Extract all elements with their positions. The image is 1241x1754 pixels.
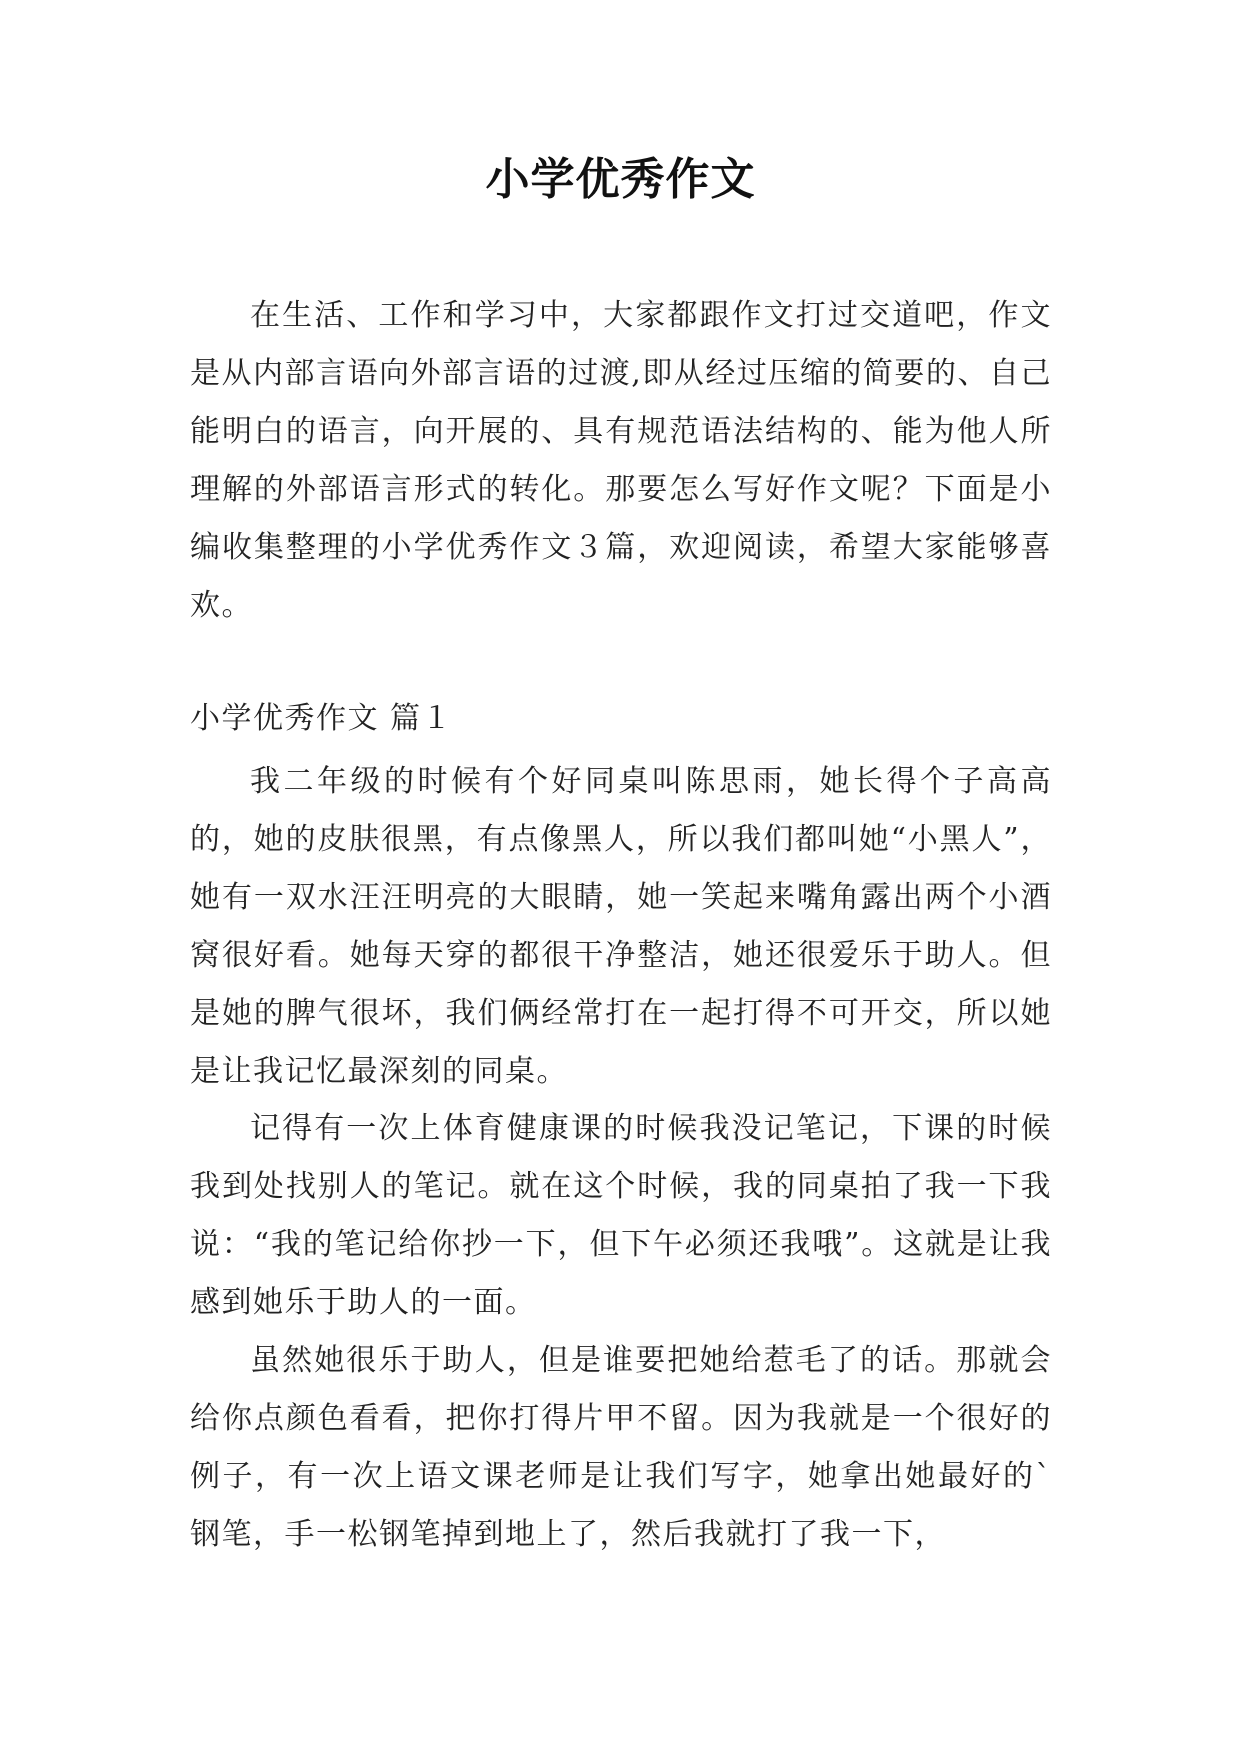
essay-paragraph: 记得有一次上体育健康课的时候我没记笔记，下课的时候我到处找别人的笔记。就在这个时候，我的同桌拍了我一下我说：“我的笔记给你抄一下，但下午必须还我哦”。这就是让我感到她乐于助人的一面。 — [190, 1111, 1052, 1320]
essay-paragraph: 我二年级的时候有个好同桌叫陈思雨，她长得个子高高的，她的皮肤很黑，有点像黑人，所以我们都叫她“小黑人”，她有一双水汪汪明亮的大眼睛，她一笑起来嘴角露出两个小酒窝很好看。她每天穿的都很干净整洁，她还很爱乐于助人。但是她的脾气很坏，我们俩经常打在一起打得不可开交，所以她是让我记忆最深刻的同桌。 — [190, 764, 1052, 1089]
section-heading: 小学优秀作文 篇１ — [190, 701, 454, 736]
essay-paragraph: 虽然她很乐于助人，但是谁要把她给惹毛了的话。那就会给你点颜色看看，把你打得片甲不留。因为我就是一个很好的例子，有一次上语文课老师是让我们写字，她拿出她最好的`钢笔，手一松钢笔掉到地上了，然后我就打了我一下， — [190, 1343, 1052, 1552]
intro-paragraph: 在生活、工作和学习中，大家都跟作文打过交道吧，作文是从内部言语向外部言语的过渡,即从经过压缩的简要的、自己能明白的语言，向开展的、具有规范语法结构的、能为他人所理解的外部语言形式的转化。那要怎么写好作文呢？下面是小编收集整理的小学优秀作文３篇，欢迎阅读，希望大家能够喜欢。 — [190, 298, 1052, 623]
document-title: 小学优秀作文 — [485, 154, 756, 205]
